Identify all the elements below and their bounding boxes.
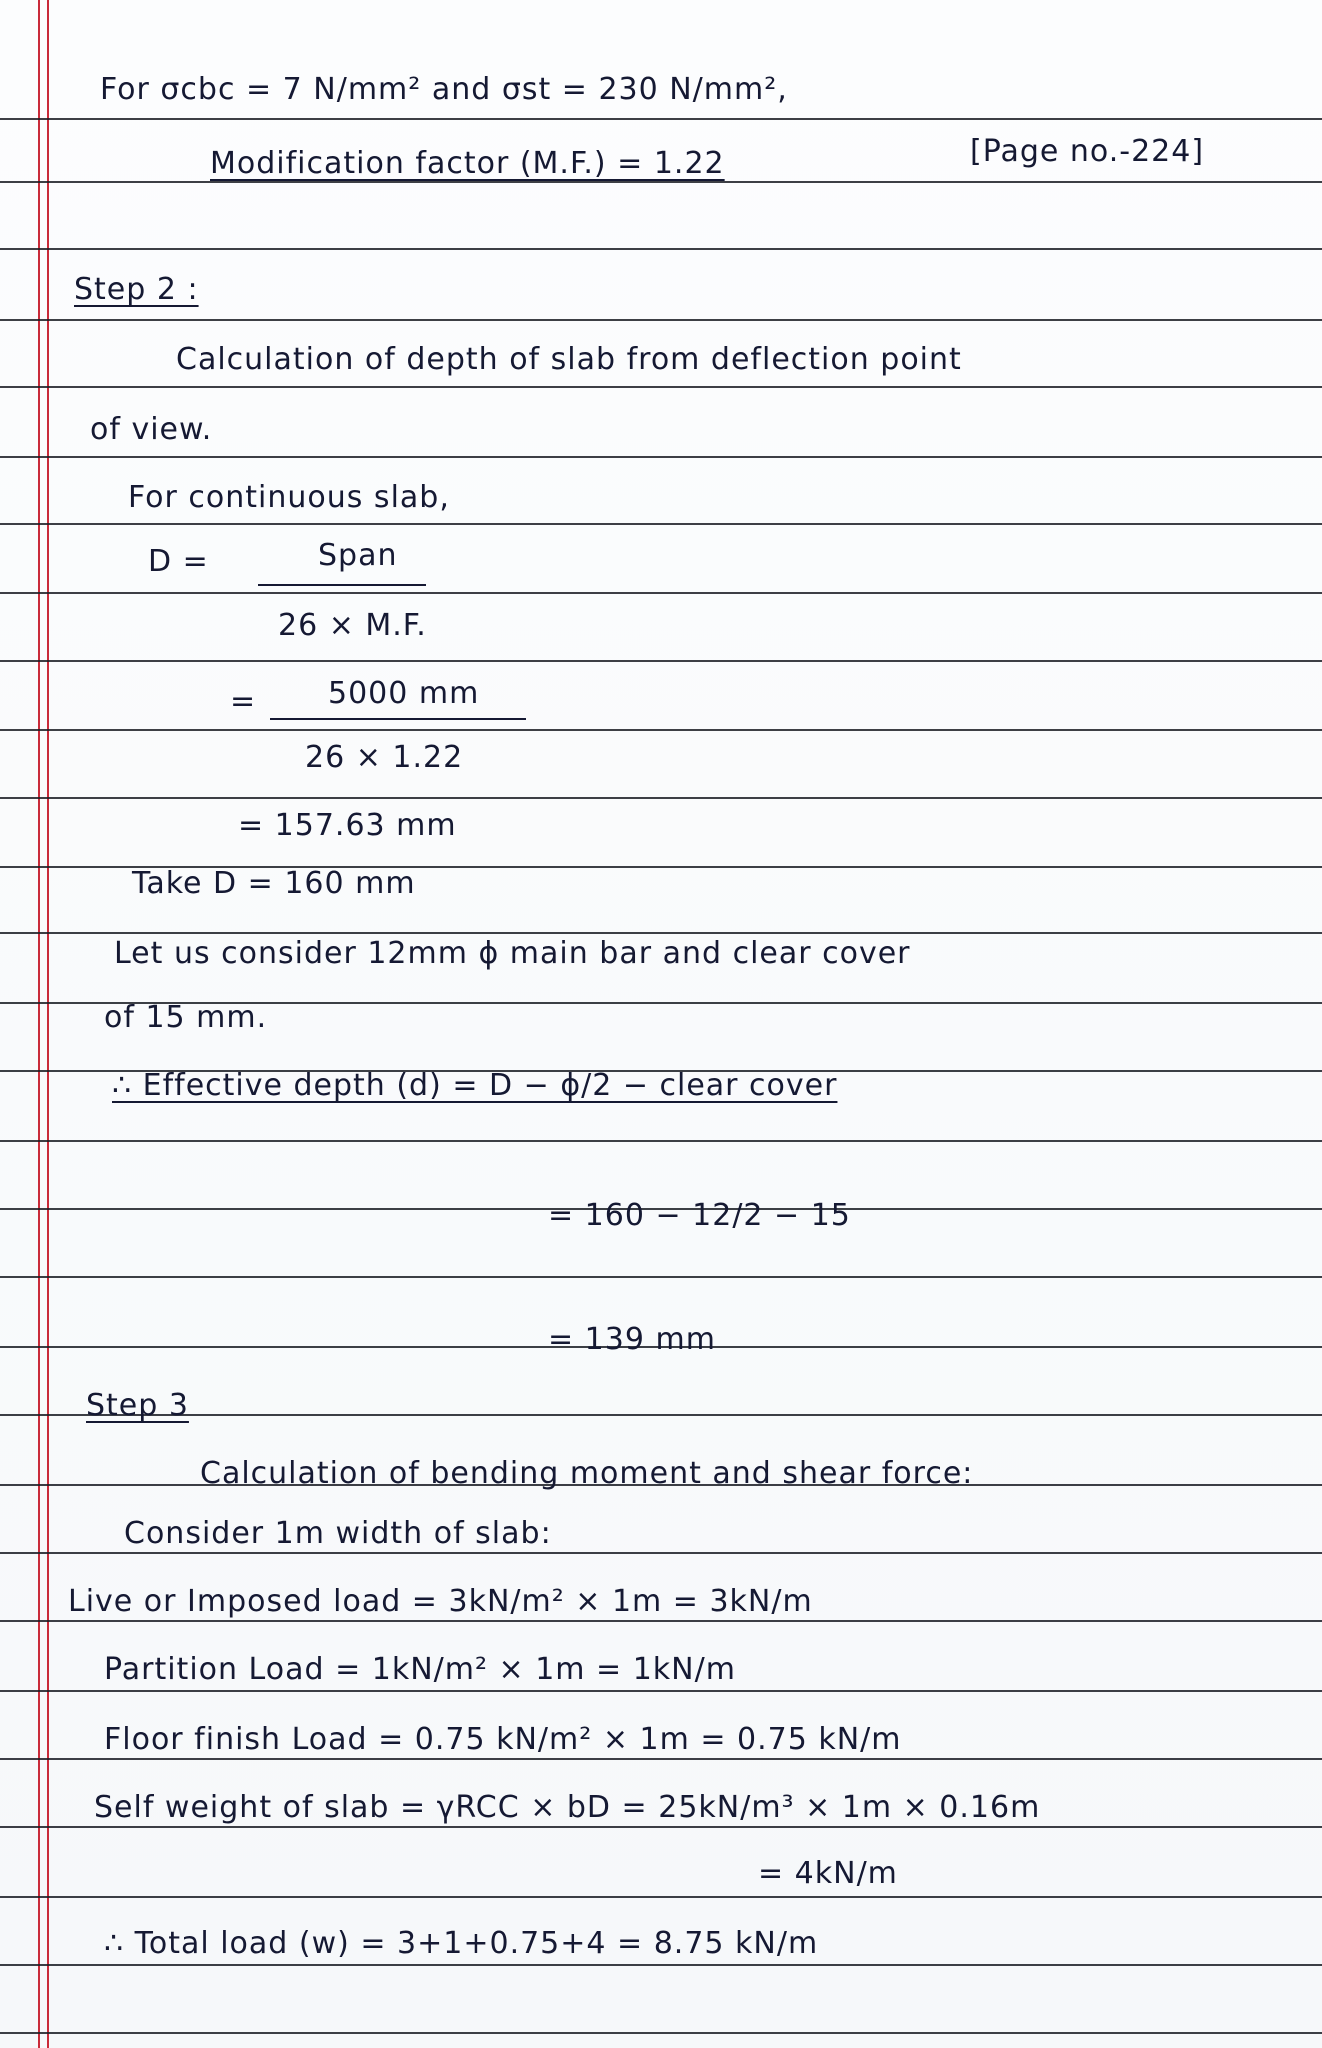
- rule-line: [0, 1690, 1322, 1692]
- bar-cover-assumption: Let us consider 12mm ϕ main bar and clear cover: [114, 936, 911, 971]
- live-load-line: Live or Imposed load = 3kN/m² × 1m = 3kN/m: [68, 1584, 813, 1619]
- rule-line: [0, 1414, 1322, 1416]
- partition-load-line: Partition Load = 1kN/m² × 1m = 1kN/m: [104, 1652, 736, 1687]
- effective-depth-result: = 139 mm: [548, 1322, 716, 1357]
- rule-line: [0, 660, 1322, 662]
- rule-line: [0, 1758, 1322, 1760]
- rule-line: [0, 523, 1322, 525]
- rule-line: [0, 932, 1322, 934]
- rule-line: [0, 248, 1322, 250]
- rule-line: [0, 1826, 1322, 1828]
- rule-line: [0, 1896, 1322, 1898]
- modification-factor-line: Modification factor (M.F.) = 1.22: [210, 146, 725, 181]
- rule-line: [0, 592, 1322, 594]
- rule-line: [0, 797, 1322, 799]
- margin-line-left: [38, 0, 40, 2048]
- eq-sign: =: [230, 684, 257, 719]
- rule-line: [0, 386, 1322, 388]
- stress-values-line: For σcbc = 7 N/mm² and σst = 230 N/mm²,: [100, 72, 788, 107]
- rule-line: [0, 1964, 1322, 1966]
- margin-line-right: [47, 0, 49, 2048]
- rule-line: [0, 1620, 1322, 1622]
- formula-numerator: Span: [318, 538, 398, 573]
- rule-line: [0, 2032, 1322, 2034]
- step-2-heading: Step 2 :: [74, 272, 199, 307]
- page-reference: [Page no.-224]: [970, 134, 1205, 169]
- step-2-title: Calculation of depth of slab from deflection point: [176, 342, 962, 377]
- step-3-heading: Step 3: [86, 1388, 189, 1423]
- rule-line: [0, 319, 1322, 321]
- effective-depth-substitution: = 160 − 12/2 − 15: [548, 1198, 851, 1233]
- rule-line: [0, 181, 1322, 183]
- step-2-title-cont: of view.: [90, 412, 213, 447]
- total-load-line: ∴ Total load (w) = 3+1+0.75+4 = 8.75 kN/m: [104, 1926, 819, 1961]
- continuous-slab-label: For continuous slab,: [128, 480, 450, 515]
- floor-finish-load-line: Floor finish Load = 0.75 kN/m² × 1m = 0.75 kN/m: [104, 1722, 902, 1757]
- rule-line: [0, 1552, 1322, 1554]
- self-weight-line: Self weight of slab = γRCC × bD = 25kN/m³ × 1m × 0.16m: [94, 1790, 1041, 1825]
- rule-line: [0, 1140, 1322, 1142]
- rule-line: [0, 1276, 1322, 1278]
- take-depth: Take D = 160 mm: [132, 866, 416, 901]
- fraction-bar: [270, 718, 526, 720]
- formula-denominator: 26 × M.F.: [278, 608, 427, 643]
- calc-numerator: 5000 mm: [328, 676, 480, 711]
- formula-d-equals: D =: [148, 544, 209, 579]
- step-3-title: Calculation of bending moment and shear force:: [200, 1456, 974, 1491]
- effective-depth-formula: ∴ Effective depth (d) = D − ϕ/2 − clear cover: [112, 1068, 838, 1103]
- rule-line: [0, 456, 1322, 458]
- self-weight-result: = 4kN/m: [758, 1856, 898, 1891]
- calc-denominator: 26 × 1.22: [305, 740, 464, 775]
- depth-result: = 157.63 mm: [238, 808, 457, 843]
- rule-line: [0, 118, 1322, 120]
- rule-line: [0, 729, 1322, 731]
- bar-cover-assumption-cont: of 15 mm.: [104, 1000, 268, 1035]
- consider-width: Consider 1m width of slab:: [124, 1516, 552, 1551]
- fraction-bar: [258, 584, 426, 586]
